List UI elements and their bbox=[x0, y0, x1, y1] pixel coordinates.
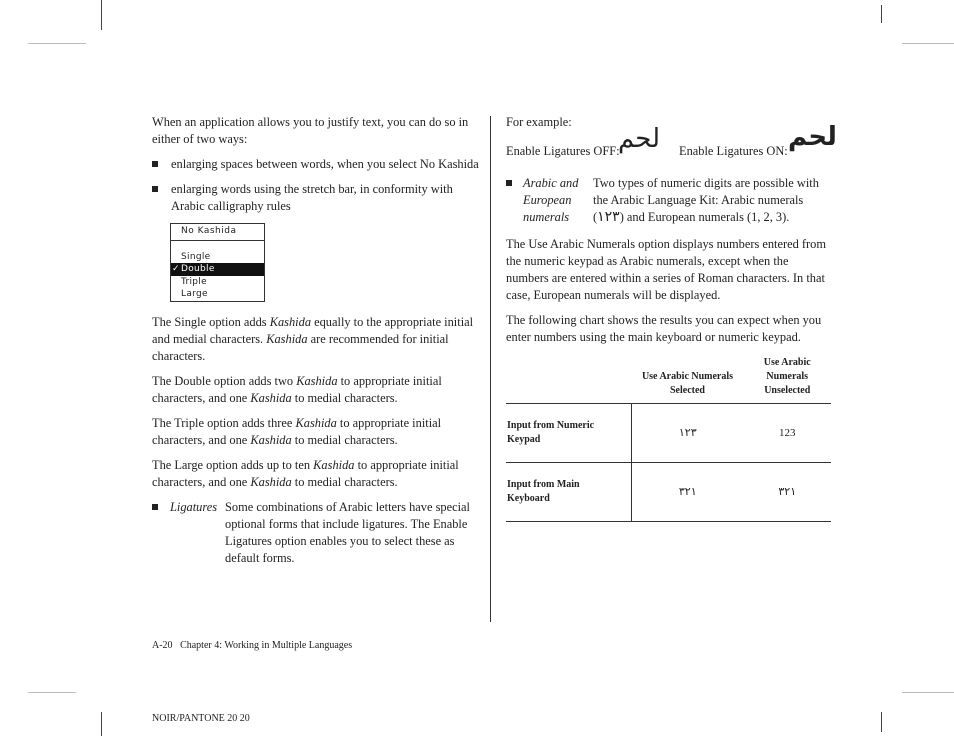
bullet-square-icon bbox=[152, 186, 158, 192]
numerals-chart bbox=[506, 354, 831, 522]
crop-mark bbox=[881, 5, 882, 23]
no-kashida-term: No Kashida bbox=[419, 157, 479, 171]
lig-off-arabic-glyph: لحم bbox=[618, 124, 661, 154]
crop-mark bbox=[902, 692, 954, 693]
triple-paragraph: The Triple option adds three Kashida to appropriate initial characters, and one Kashida to medial characters. bbox=[152, 415, 442, 447]
bullet-square-icon bbox=[152, 161, 158, 167]
lig-on-arabic-glyph: لحم bbox=[788, 122, 837, 152]
page-footer bbox=[152, 640, 352, 651]
for-example: For example: bbox=[506, 115, 572, 129]
menu-item-double[interactable]: ✓ Double bbox=[171, 263, 264, 276]
print-slug: NOIR/PANTONE 20 20 bbox=[152, 713, 250, 724]
row-label: Input from Main Keyboard bbox=[506, 463, 632, 522]
double-paragraph: The Double option adds two Kashida to appropriate initial characters, and one Kashida to medial characters. bbox=[152, 373, 442, 405]
crop-mark bbox=[101, 712, 102, 736]
use-arabic-numerals-paragraph: The Use Arabic Numerals option displays numbers entered from the numeric keypad as Arabic numerals, except when the numbers are entered within a series of Roman characters. In that case, European numerals will be displayed. bbox=[506, 237, 827, 302]
lig-off-label: Enable Ligatures OFF: bbox=[506, 144, 620, 158]
table-row bbox=[506, 463, 831, 522]
crop-mark bbox=[28, 43, 86, 44]
crop-mark bbox=[881, 712, 882, 732]
cell-selected: ٣٢١ bbox=[632, 463, 744, 522]
check-icon: ✓ bbox=[172, 264, 180, 274]
bullet-no-kashida: enlarging spaces between words, when you select No Kashida bbox=[152, 156, 482, 173]
numerals-definition: Arabic and European numerals Two types of numeric digits are possible with the Arabic Language Kit: Arabic numerals (١٢٣) and European numerals (1, 2, 3). bbox=[506, 175, 831, 226]
chapter-title: Chapter 4: Working in Multiple Languages bbox=[180, 640, 353, 651]
menu-header-no-kashida[interactable]: No Kashida bbox=[171, 224, 264, 241]
chart-intro-paragraph: The following chart shows the results you can expect when you enter numbers using the main keyboard or numeric keypad. bbox=[506, 313, 822, 344]
menu-item-single[interactable]: Single bbox=[181, 251, 211, 262]
crop-mark bbox=[28, 692, 76, 693]
bullet-square-icon bbox=[506, 180, 512, 186]
ligatures-term: Ligatures bbox=[170, 499, 218, 514]
left-column bbox=[152, 114, 482, 575]
bullet-stretch-bar: enlarging words using the stretch bar, in conformity with Arabic calligraphy rules bbox=[152, 181, 482, 215]
menu-item-large[interactable]: Large bbox=[181, 289, 208, 299]
menu-item-triple[interactable]: Triple bbox=[181, 276, 207, 287]
table-row bbox=[506, 404, 831, 463]
intro-paragraph: When an application allows you to justify text, you can do so in either of two ways: bbox=[152, 115, 469, 146]
right-column bbox=[506, 114, 837, 522]
col-header-unselected: Use Arabic Numerals Unselected bbox=[744, 354, 832, 404]
lig-on-label: Enable Ligatures ON: bbox=[679, 144, 788, 158]
cell-selected: ١٢٣ bbox=[632, 404, 744, 463]
kashida-menu[interactable] bbox=[170, 223, 265, 302]
column-divider bbox=[490, 116, 491, 622]
single-paragraph: The Single option adds Kashida equally to the appropriate initial and medial characters. Kashida are recommended for initial characters. bbox=[152, 314, 474, 363]
bullet-square-icon bbox=[152, 504, 158, 510]
crop-mark bbox=[101, 0, 102, 30]
crop-mark bbox=[902, 43, 954, 44]
row-label: Input from Numeric Keypad bbox=[506, 404, 632, 463]
cell-unselected: 123 bbox=[744, 404, 832, 463]
numerals-term: Arabic and European numerals bbox=[523, 176, 579, 224]
col-header-selected: Use Arabic Numerals Selected bbox=[632, 354, 744, 404]
ligatures-definition: Ligatures Some combinations of Arabic letters have special optional forms that include ligatures. The Enable Ligatures option enables you to select these as default forms. bbox=[152, 499, 482, 567]
arabic-numerals-sample: ١٢٣ bbox=[597, 209, 620, 225]
large-paragraph: The Large option adds up to ten Kashida to appropriate initial characters, and one Kashida to medial characters. bbox=[152, 457, 459, 489]
cell-unselected: ٣٢١ bbox=[744, 463, 832, 522]
page-number: A-20 bbox=[152, 640, 173, 651]
